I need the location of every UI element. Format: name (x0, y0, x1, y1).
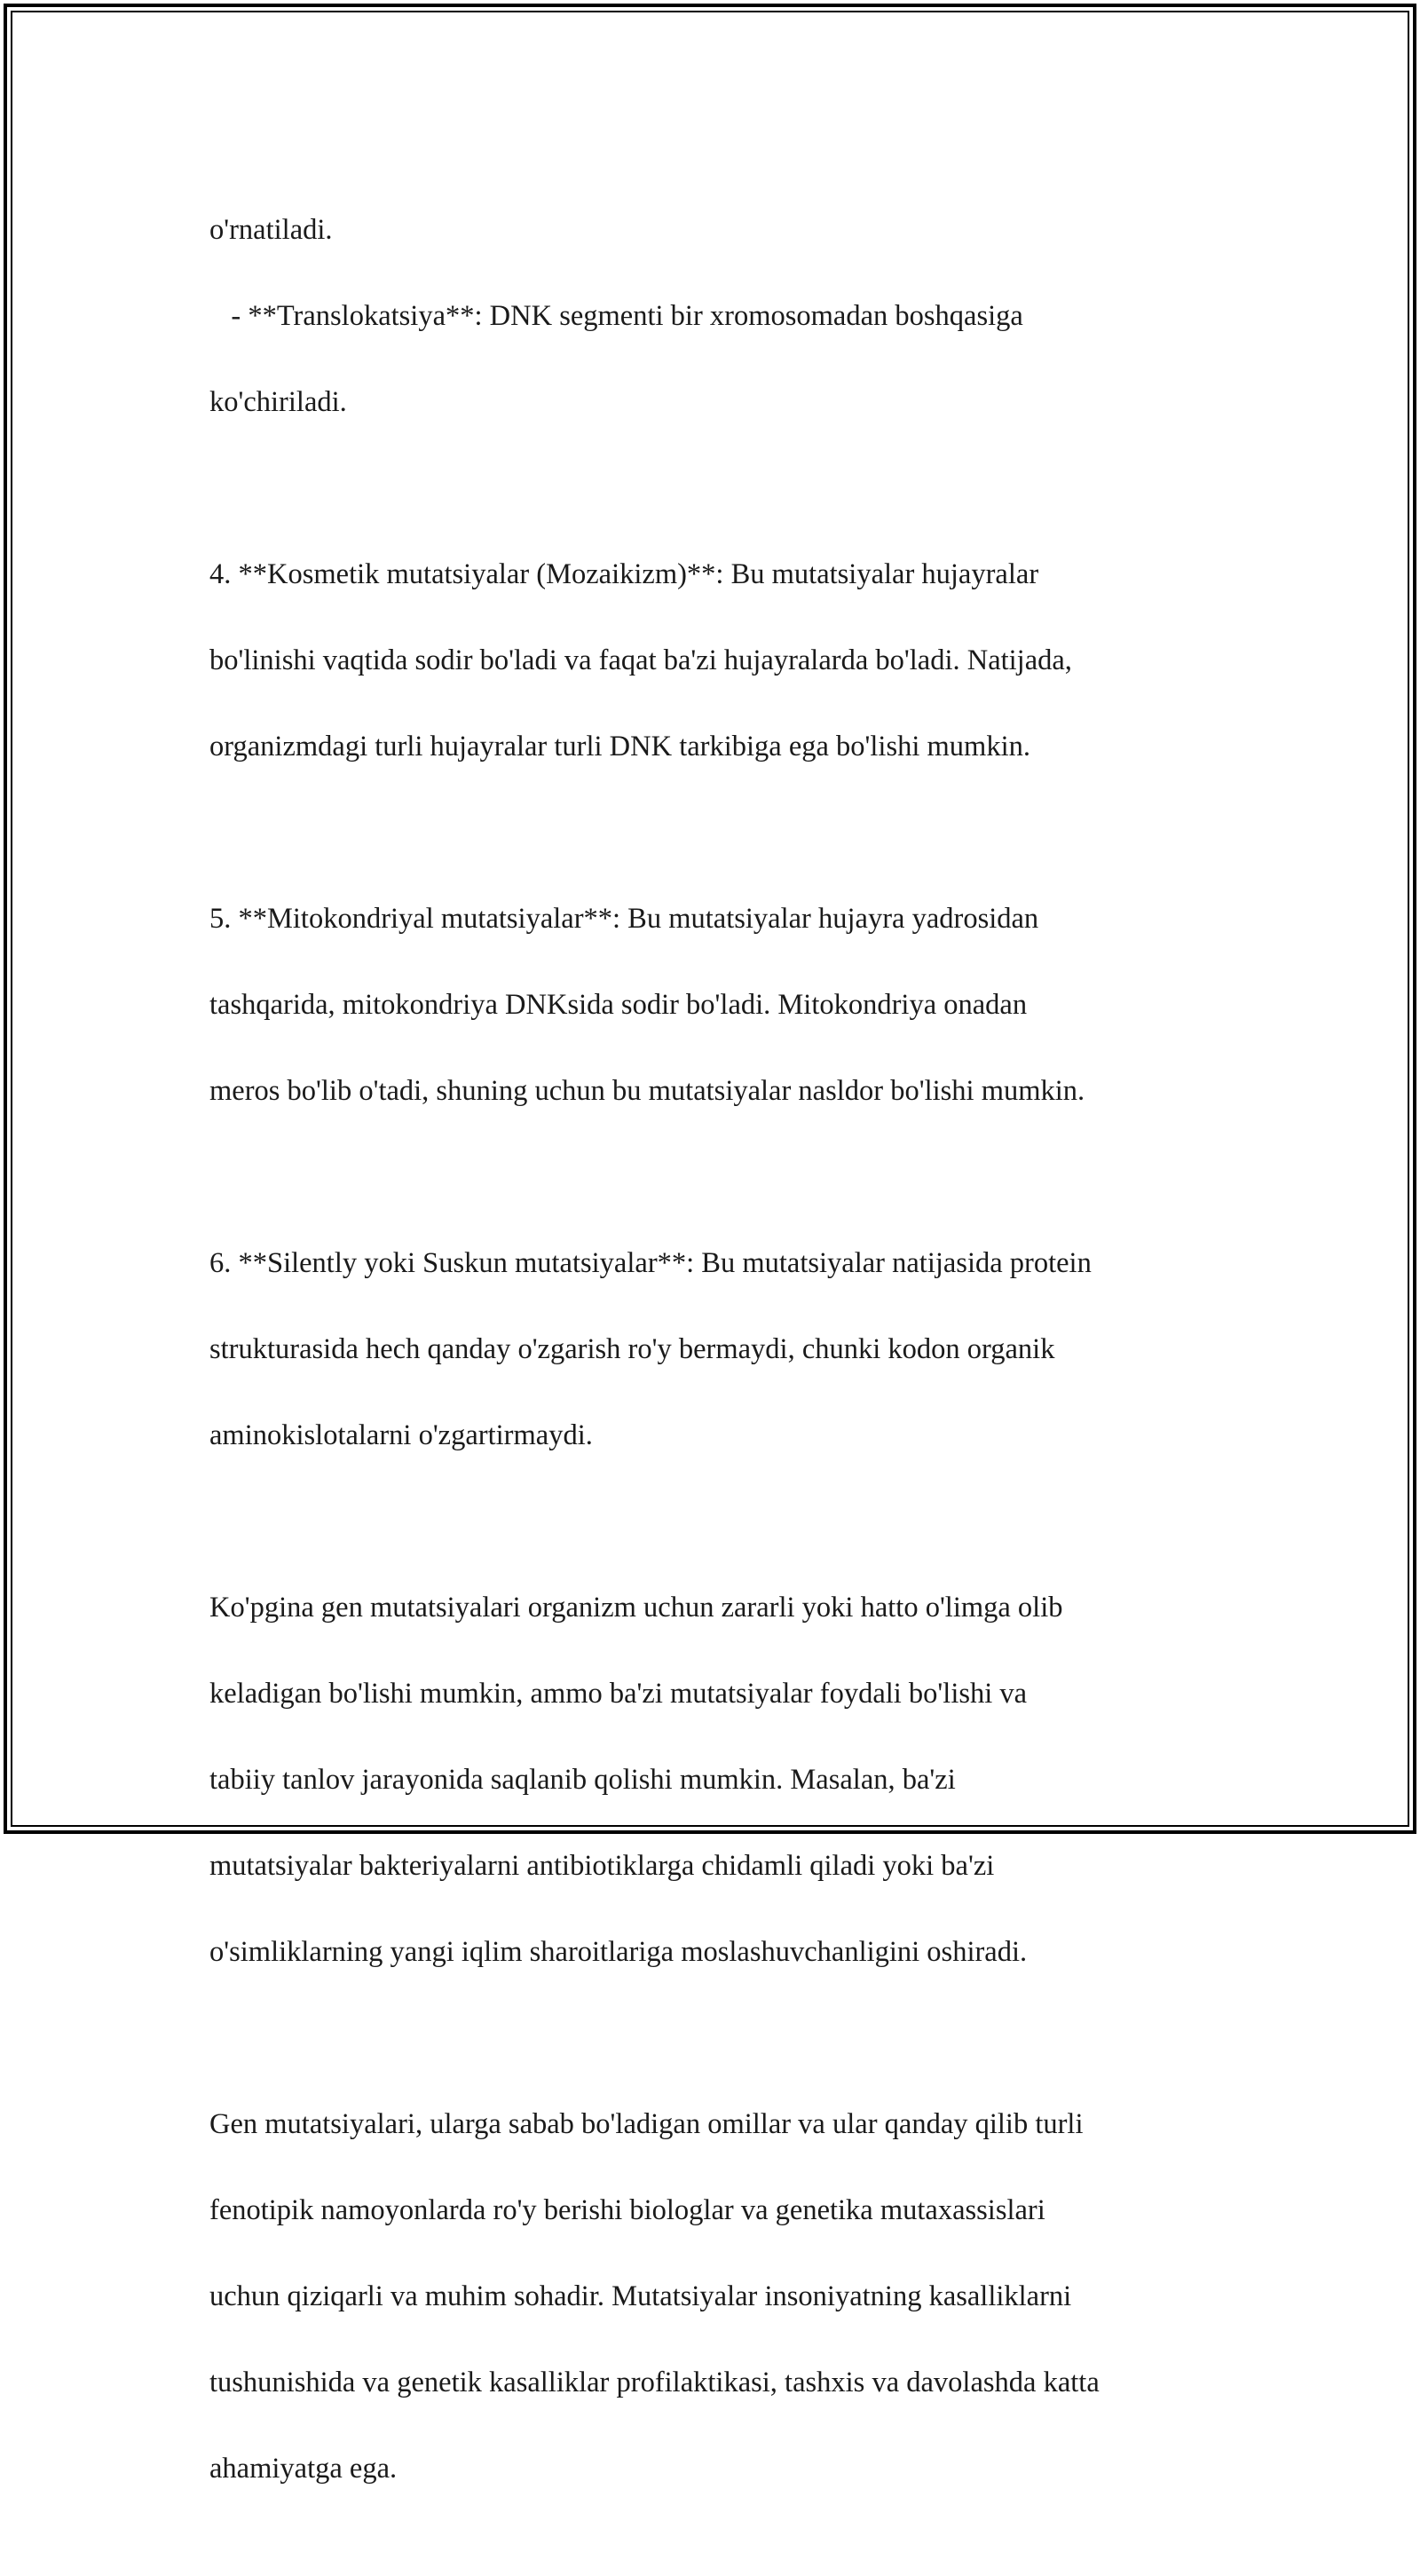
paragraph-suskun-mutatsiyalar (209, 1198, 1239, 1500)
paragraph-mitokondriyal-mutatsiyalar (209, 854, 1239, 1156)
document-body (209, 165, 1239, 2576)
text-line: o'simliklarning yangi iqlim sharoitlariga moslashuvchanligini oshiradi. (209, 1935, 1028, 1968)
text-line: Ko'pgina gen mutatsiyalari organizm uchun zararli yoki hatto o'limga olib (209, 1591, 1063, 1624)
text-line: bo'linishi vaqtida sodir bo'ladi va faqat ba'zi hujayralarda bo'ladi. Natijada, (209, 644, 1072, 676)
text-line: 5. **Mitokondriyal mutatsiyalar**: Bu mutatsiyalar hujayra yadrosidan (209, 902, 1039, 935)
text-line: - **Translokatsiya**: DNK segmenti bir xromosomadan boshqasiga (209, 299, 1023, 332)
text-line: ahamiyatga ega. (209, 2452, 398, 2485)
text-line: fenotipik namoyonlarda ro'y berishi biologlar va genetika mutaxassislari (209, 2193, 1045, 2226)
text-line: tushunishida va genetik kasalliklar profilaktikasi, tashxis va davolashda katta (209, 2366, 1100, 2398)
text-line: 4. **Kosmetik mutatsiyalar (Mozaikizm)**: Bu mutatsiyalar hujayralar (209, 557, 1039, 590)
text-line: tashqarida, mitokondriya DNKsida sodir bo'ladi. Mitokondriya onadan (209, 988, 1028, 1021)
text-line: uchun qiziqarli va muhim sohadir. Mutatsiyalar insoniyatning kasalliklarni (209, 2280, 1072, 2312)
text-line: organizmdagi turli hujayralar turli DNK tarkibiga ega bo'lishi mumkin. (209, 730, 1030, 763)
text-line: meros bo'lib o'tadi, shuning uchun bu mutatsiyalar nasldor bo'lishi mumkin. (209, 1074, 1085, 1107)
text-line: aminokislotalarni o'zgartirmaydi. (209, 1418, 593, 1451)
paragraph-xulosa (209, 2059, 1239, 2533)
text-line: ko'chiriladi. (209, 385, 347, 418)
text-line: Gen mutatsiyalari, ularga sabab bo'ladigan omillar va ular qanday qilib turli (209, 2107, 1084, 2140)
text-line: strukturasida hech qanday o'zgarish ro'y bermaydi, chunki kodon organik (209, 1332, 1055, 1365)
paragraph-foydali-mutatsiyalar (209, 1543, 1239, 2017)
text-line: keladigan bo'lishi mumkin, ammo ba'zi mutatsiyalar foydali bo'lishi va (209, 1677, 1028, 1710)
text-line: o'rnatiladi. (209, 213, 333, 246)
paragraph-kosmetik-mutatsiyalar (209, 510, 1239, 811)
paragraph-translokatsiya (209, 165, 1239, 467)
text-line: mutatsiyalar bakteriyalarni antibiotiklarga chidamli qiladi yoki ba'zi (209, 1849, 995, 1882)
text-line: 6. **Silently yoki Suskun mutatsiyalar**: Bu mutatsiyalar natijasida protein (209, 1246, 1092, 1279)
text-line: tabiiy tanlov jarayonida saqlanib qolishi mumkin. Masalan, ba'zi (209, 1763, 956, 1796)
